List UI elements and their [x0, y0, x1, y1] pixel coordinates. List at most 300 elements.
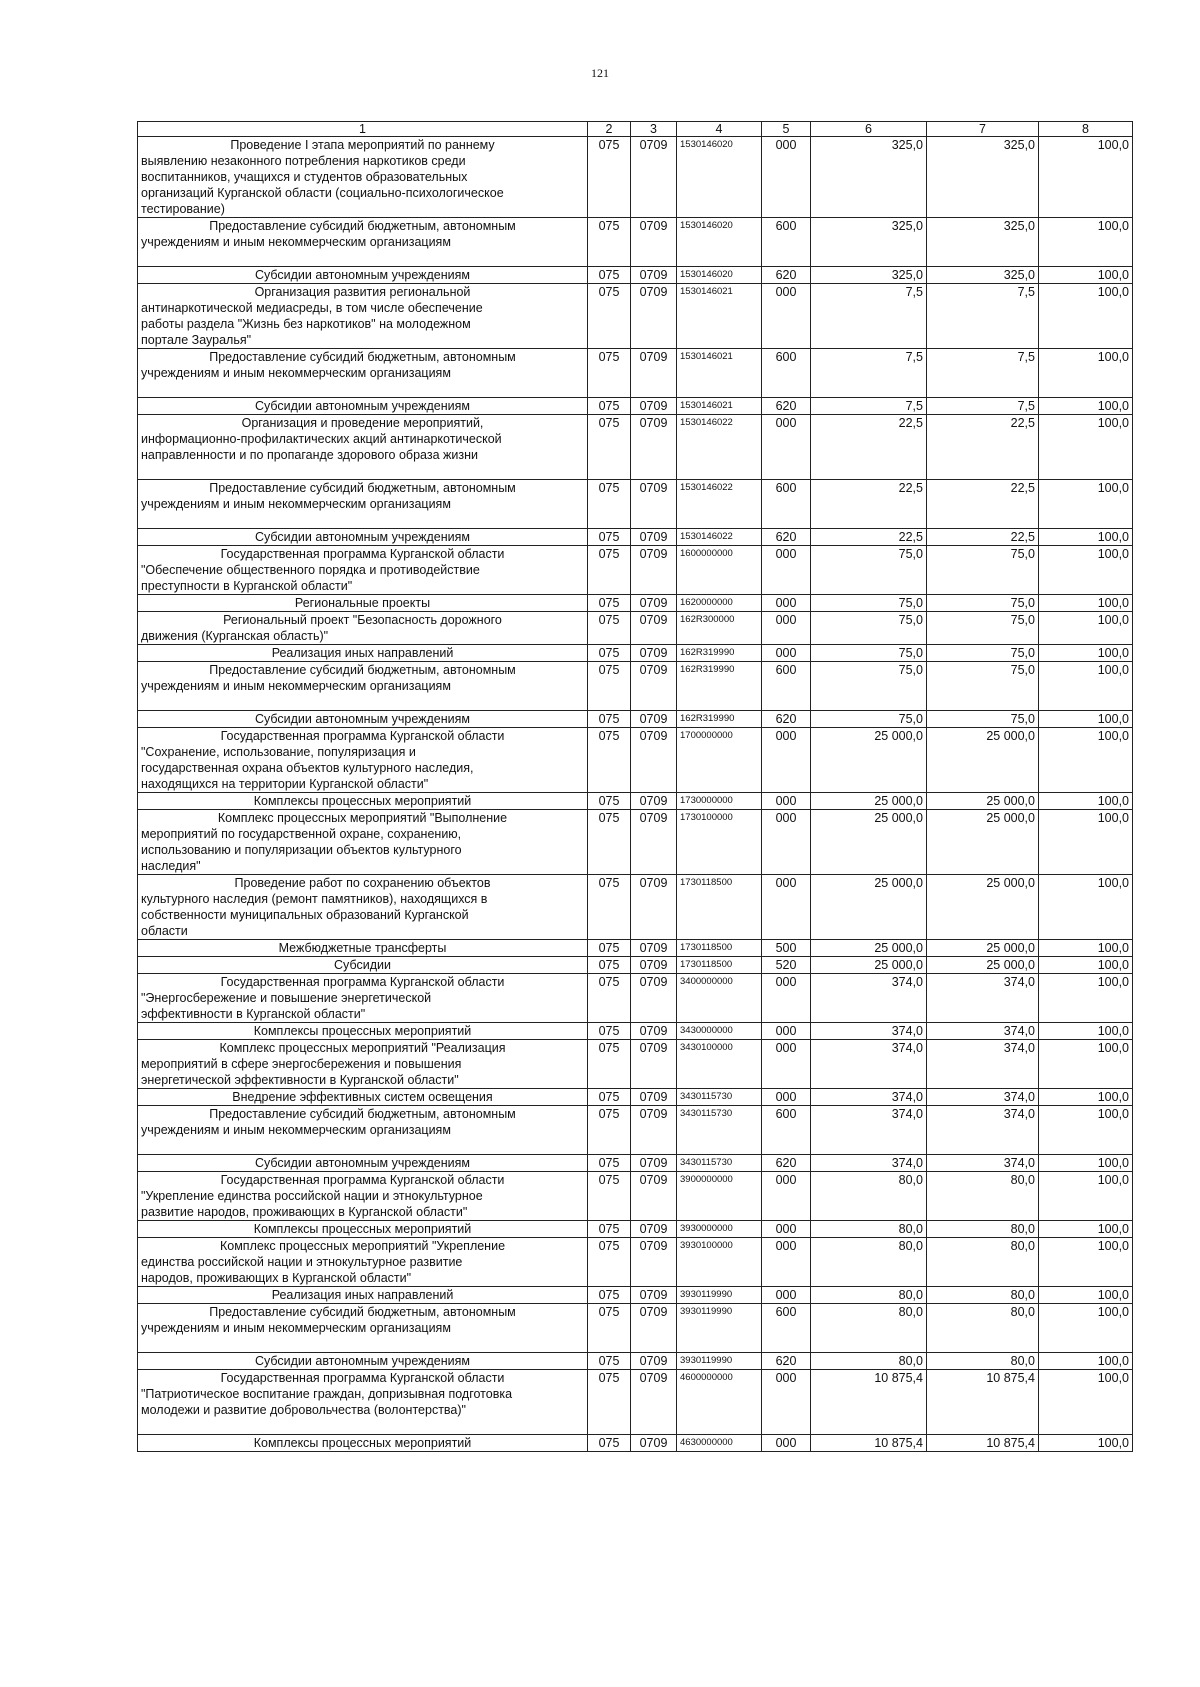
expense-type-code: 000 — [762, 1287, 811, 1304]
section-code: 0709 — [631, 612, 677, 645]
row-name-line: Проведение I этапа мероприятий по раннему — [230, 138, 495, 152]
row-name-line: Комплексы процессных мероприятий — [253, 1436, 472, 1450]
execution-percent: 100,0 — [1039, 1238, 1133, 1287]
expense-type-code: 000 — [762, 1023, 811, 1040]
target-article-code: 3930119990 — [677, 1287, 762, 1304]
row-name — [138, 662, 588, 711]
table-row — [138, 1304, 1133, 1353]
row-name — [138, 1370, 588, 1435]
row-name-line: Государственная программа Курганской области — [220, 975, 505, 989]
row-name-line: собственности муниципальных образований Курганской — [141, 908, 469, 922]
plan-amount: 374,0 — [811, 1089, 927, 1106]
row-name — [138, 974, 588, 1023]
execution-percent: 100,0 — [1039, 875, 1133, 940]
expense-type-code: 600 — [762, 1106, 811, 1155]
target-article-code: 1530146022 — [677, 480, 762, 529]
section-code: 0709 — [631, 1435, 677, 1452]
row-name-line: Предоставление субсидий бюджетным, автономным — [209, 219, 516, 233]
row-name-line: направленности и по пропаганде здорового образа жизни — [141, 448, 478, 462]
row-name-line: портале Зауралья" — [141, 333, 252, 347]
row-name — [138, 546, 588, 595]
execution-percent: 100,0 — [1039, 957, 1133, 974]
row-name — [138, 612, 588, 645]
row-name-line: работы раздела "Жизнь без наркотиков" на молодежном — [141, 317, 471, 331]
target-article-code: 3930100000 — [677, 1238, 762, 1287]
row-name-line: "Энергосбережение и повышение энергетической — [141, 991, 432, 1005]
grbs-code: 075 — [588, 1106, 631, 1155]
executed-amount: 325,0 — [927, 218, 1039, 267]
expense-type-code: 620 — [762, 1353, 811, 1370]
table-row — [138, 793, 1133, 810]
grbs-code: 075 — [588, 1287, 631, 1304]
plan-amount: 325,0 — [811, 218, 927, 267]
section-code: 0709 — [631, 1172, 677, 1221]
row-name — [138, 1172, 588, 1221]
grbs-code: 075 — [588, 1040, 631, 1089]
plan-amount: 22,5 — [811, 480, 927, 529]
table-row — [138, 480, 1133, 529]
table-row — [138, 1089, 1133, 1106]
section-code: 0709 — [631, 595, 677, 612]
table-row — [138, 349, 1133, 398]
row-name-line: Комплексы процессных мероприятий — [253, 1222, 472, 1236]
plan-amount: 374,0 — [811, 1040, 927, 1089]
grbs-code: 075 — [588, 1435, 631, 1452]
row-name-line: Организация и проведение мероприятий, — [241, 416, 484, 430]
grbs-code: 075 — [588, 1238, 631, 1287]
executed-amount: 22,5 — [927, 415, 1039, 480]
executed-amount: 374,0 — [927, 1040, 1039, 1089]
executed-amount: 325,0 — [927, 137, 1039, 218]
row-name-line: Государственная программа Курганской области — [220, 1173, 505, 1187]
table-row — [138, 1040, 1133, 1089]
row-name-line: развитие народов, проживающих в Курганской области" — [141, 1205, 468, 1219]
table-row — [138, 595, 1133, 612]
executed-amount: 7,5 — [927, 284, 1039, 349]
row-name-line: Субсидии автономным учреждениям — [254, 268, 471, 282]
table-row — [138, 875, 1133, 940]
executed-amount: 75,0 — [927, 645, 1039, 662]
target-article-code: 1530146022 — [677, 415, 762, 480]
target-article-code: 1530146020 — [677, 137, 762, 218]
row-name — [138, 415, 588, 480]
section-code: 0709 — [631, 529, 677, 546]
target-article-code: 1530146021 — [677, 284, 762, 349]
grbs-code: 075 — [588, 1089, 631, 1106]
execution-percent: 100,0 — [1039, 810, 1133, 875]
row-name — [138, 793, 588, 810]
expense-type-code: 000 — [762, 1089, 811, 1106]
target-article-code: 4600000000 — [677, 1370, 762, 1435]
plan-amount: 25 000,0 — [811, 940, 927, 957]
table-row — [138, 1435, 1133, 1452]
section-code: 0709 — [631, 711, 677, 728]
execution-percent: 100,0 — [1039, 940, 1133, 957]
target-article-code: 1730118500 — [677, 940, 762, 957]
section-code: 0709 — [631, 546, 677, 595]
execution-percent: 100,0 — [1039, 218, 1133, 267]
target-article-code: 3430115730 — [677, 1155, 762, 1172]
section-code: 0709 — [631, 1370, 677, 1435]
table-row — [138, 645, 1133, 662]
execution-percent: 100,0 — [1039, 711, 1133, 728]
executed-amount: 80,0 — [927, 1238, 1039, 1287]
row-name-line: "Сохранение, использование, популяризация и — [141, 745, 416, 759]
row-name-line: эффективности в Курганской области" — [141, 1007, 366, 1021]
grbs-code: 075 — [588, 875, 631, 940]
row-name — [138, 1106, 588, 1155]
executed-amount: 10 875,4 — [927, 1370, 1039, 1435]
expense-type-code: 000 — [762, 595, 811, 612]
grbs-code: 075 — [588, 957, 631, 974]
plan-amount: 75,0 — [811, 546, 927, 595]
plan-amount: 80,0 — [811, 1353, 927, 1370]
col-header-5: 5 — [762, 122, 811, 137]
row-name-line: Субсидии автономным учреждениям — [254, 399, 471, 413]
row-name-line — [141, 381, 584, 397]
target-article-code: 1730000000 — [677, 793, 762, 810]
table-row — [138, 218, 1133, 267]
row-name — [138, 711, 588, 728]
row-name-line: Государственная программа Курганской области — [220, 547, 505, 561]
plan-amount: 75,0 — [811, 612, 927, 645]
executed-amount: 374,0 — [927, 1106, 1039, 1155]
execution-percent: 100,0 — [1039, 662, 1133, 711]
row-name-line: Субсидии автономным учреждениям — [254, 712, 471, 726]
grbs-code: 075 — [588, 940, 631, 957]
row-name-line: Реализация иных направлений — [271, 1288, 454, 1302]
row-name-line: учреждениям и иным некоммерческим организациям — [141, 679, 451, 693]
expense-type-code: 000 — [762, 810, 811, 875]
target-article-code: 1530146021 — [677, 398, 762, 415]
execution-percent: 100,0 — [1039, 612, 1133, 645]
section-code: 0709 — [631, 480, 677, 529]
row-name-line: Субсидии — [334, 958, 391, 972]
table-row — [138, 940, 1133, 957]
table-row — [138, 137, 1133, 218]
plan-amount: 374,0 — [811, 1106, 927, 1155]
executed-amount: 75,0 — [927, 595, 1039, 612]
table-row — [138, 1221, 1133, 1238]
row-name-line: воспитанников, учащихся и студентов образовательных — [141, 170, 468, 184]
expense-type-code: 620 — [762, 1155, 811, 1172]
executed-amount: 25 000,0 — [927, 728, 1039, 793]
section-code: 0709 — [631, 875, 677, 940]
target-article-code: 162R300000 — [677, 612, 762, 645]
section-code: 0709 — [631, 137, 677, 218]
plan-amount: 75,0 — [811, 662, 927, 711]
col-header-2: 2 — [588, 122, 631, 137]
plan-amount: 25 000,0 — [811, 793, 927, 810]
target-article-code: 1620000000 — [677, 595, 762, 612]
row-name — [138, 1089, 588, 1106]
expense-type-code: 600 — [762, 480, 811, 529]
execution-percent: 100,0 — [1039, 1172, 1133, 1221]
executed-amount: 75,0 — [927, 711, 1039, 728]
target-article-code: 3430115730 — [677, 1089, 762, 1106]
section-code: 0709 — [631, 645, 677, 662]
target-article-code: 3930119990 — [677, 1353, 762, 1370]
plan-amount: 75,0 — [811, 645, 927, 662]
row-name — [138, 1287, 588, 1304]
plan-amount: 25 000,0 — [811, 875, 927, 940]
expense-type-code: 500 — [762, 940, 811, 957]
section-code: 0709 — [631, 1353, 677, 1370]
section-code: 0709 — [631, 1304, 677, 1353]
table-row — [138, 398, 1133, 415]
expense-type-code: 520 — [762, 957, 811, 974]
section-code: 0709 — [631, 1238, 677, 1287]
row-name-line: находящихся на территории Курганской области" — [141, 777, 429, 791]
row-name-line: Региональный проект "Безопасность дорожного — [223, 613, 502, 627]
table-row — [138, 957, 1133, 974]
row-name-line: Государственная программа Курганской области — [220, 729, 505, 743]
plan-amount: 25 000,0 — [811, 957, 927, 974]
target-article-code: 1700000000 — [677, 728, 762, 793]
row-name-line: энергетической эффективности в Курганской области" — [141, 1073, 459, 1087]
row-name-line: антинаркотической медиасреды, в том числе обеспечение — [141, 301, 483, 315]
table-row — [138, 612, 1133, 645]
grbs-code: 075 — [588, 349, 631, 398]
row-name — [138, 645, 588, 662]
row-name-line — [141, 694, 584, 710]
executed-amount: 22,5 — [927, 529, 1039, 546]
table-row — [138, 662, 1133, 711]
expense-type-code: 000 — [762, 1221, 811, 1238]
row-name-line: мероприятий по государственной охране, сохранению, — [141, 827, 462, 841]
col-header-8: 8 — [1039, 122, 1133, 137]
row-name-line: Предоставление субсидий бюджетным, автономным — [209, 1107, 516, 1121]
row-name — [138, 1353, 588, 1370]
target-article-code: 1600000000 — [677, 546, 762, 595]
row-name-line: Комплексы процессных мероприятий — [253, 794, 472, 808]
execution-percent: 100,0 — [1039, 529, 1133, 546]
row-name-line: молодежи и развитие добровольчества (волонтерства)" — [141, 1403, 466, 1417]
row-name-line: государственная охрана объектов культурного наследия, — [141, 761, 474, 775]
target-article-code: 162R319990 — [677, 662, 762, 711]
execution-percent: 100,0 — [1039, 398, 1133, 415]
executed-amount: 25 000,0 — [927, 875, 1039, 940]
execution-percent: 100,0 — [1039, 1221, 1133, 1238]
row-name-line: Предоставление субсидий бюджетным, автономным — [209, 350, 516, 364]
executed-amount: 374,0 — [927, 1155, 1039, 1172]
execution-percent: 100,0 — [1039, 1370, 1133, 1435]
table-row — [138, 711, 1133, 728]
expense-type-code: 000 — [762, 728, 811, 793]
table-row — [138, 415, 1133, 480]
target-article-code: 3400000000 — [677, 974, 762, 1023]
target-article-code: 3930000000 — [677, 1221, 762, 1238]
execution-percent: 100,0 — [1039, 1089, 1133, 1106]
row-name-line: культурного наследия (ремонт памятников), находящихся в — [141, 892, 488, 906]
grbs-code: 075 — [588, 728, 631, 793]
expense-type-code: 000 — [762, 645, 811, 662]
grbs-code: 075 — [588, 529, 631, 546]
plan-amount: 325,0 — [811, 137, 927, 218]
section-code: 0709 — [631, 728, 677, 793]
row-name — [138, 529, 588, 546]
execution-percent: 100,0 — [1039, 595, 1133, 612]
row-name-line: Комплексы процессных мероприятий — [253, 1024, 472, 1038]
expense-type-code: 620 — [762, 711, 811, 728]
row-name-line — [141, 463, 584, 479]
target-article-code: 3430000000 — [677, 1023, 762, 1040]
section-code: 0709 — [631, 1040, 677, 1089]
row-name-line: учреждениям и иным некоммерческим организациям — [141, 497, 451, 511]
plan-amount: 80,0 — [811, 1287, 927, 1304]
expense-type-code: 000 — [762, 612, 811, 645]
grbs-code: 075 — [588, 974, 631, 1023]
plan-amount: 75,0 — [811, 711, 927, 728]
plan-amount: 22,5 — [811, 415, 927, 480]
row-name-line: Предоставление субсидий бюджетным, автономным — [209, 1305, 516, 1319]
row-name-line: Субсидии автономным учреждениям — [254, 1354, 471, 1368]
section-code: 0709 — [631, 974, 677, 1023]
row-name-line — [141, 1138, 584, 1154]
column-number-row — [138, 122, 1133, 137]
target-article-code: 1530146021 — [677, 349, 762, 398]
grbs-code: 075 — [588, 267, 631, 284]
row-name — [138, 1023, 588, 1040]
row-name — [138, 218, 588, 267]
executed-amount: 10 875,4 — [927, 1435, 1039, 1452]
executed-amount: 7,5 — [927, 349, 1039, 398]
executed-amount: 25 000,0 — [927, 957, 1039, 974]
executed-amount: 25 000,0 — [927, 940, 1039, 957]
plan-amount: 374,0 — [811, 974, 927, 1023]
table-body — [138, 137, 1133, 1452]
table-row — [138, 546, 1133, 595]
grbs-code: 075 — [588, 284, 631, 349]
row-name-line — [141, 512, 584, 528]
row-name-line: движения (Курганская область)" — [141, 629, 329, 643]
page-number: 121 — [591, 66, 609, 80]
plan-amount: 10 875,4 — [811, 1370, 927, 1435]
executed-amount: 374,0 — [927, 1089, 1039, 1106]
row-name-line — [141, 1336, 584, 1352]
section-code: 0709 — [631, 218, 677, 267]
expense-type-code: 620 — [762, 267, 811, 284]
table-row — [138, 1370, 1133, 1435]
expense-type-code: 000 — [762, 793, 811, 810]
row-name — [138, 480, 588, 529]
row-name-line: учреждениям и иным некоммерческим организациям — [141, 1321, 451, 1335]
table-row — [138, 267, 1133, 284]
section-code: 0709 — [631, 267, 677, 284]
grbs-code: 075 — [588, 1370, 631, 1435]
expense-type-code: 600 — [762, 662, 811, 711]
table-row — [138, 1238, 1133, 1287]
section-code: 0709 — [631, 957, 677, 974]
expense-type-code: 000 — [762, 974, 811, 1023]
grbs-code: 075 — [588, 662, 631, 711]
table-row — [138, 728, 1133, 793]
executed-amount: 25 000,0 — [927, 793, 1039, 810]
expense-type-code: 600 — [762, 218, 811, 267]
table-row — [138, 1172, 1133, 1221]
expense-type-code: 620 — [762, 398, 811, 415]
target-article-code: 1530146020 — [677, 218, 762, 267]
plan-amount: 7,5 — [811, 398, 927, 415]
executed-amount: 75,0 — [927, 546, 1039, 595]
grbs-code: 075 — [588, 546, 631, 595]
grbs-code: 075 — [588, 137, 631, 218]
table-row — [138, 810, 1133, 875]
expense-type-code: 000 — [762, 137, 811, 218]
expense-type-code: 000 — [762, 1370, 811, 1435]
executed-amount: 22,5 — [927, 480, 1039, 529]
execution-percent: 100,0 — [1039, 728, 1133, 793]
plan-amount: 80,0 — [811, 1238, 927, 1287]
row-name-line: Предоставление субсидий бюджетным, автономным — [209, 481, 516, 495]
section-code: 0709 — [631, 1106, 677, 1155]
grbs-code: 075 — [588, 1304, 631, 1353]
grbs-code: 075 — [588, 415, 631, 480]
execution-percent: 100,0 — [1039, 1304, 1133, 1353]
section-code: 0709 — [631, 415, 677, 480]
table-row — [138, 1287, 1133, 1304]
plan-amount: 80,0 — [811, 1172, 927, 1221]
row-name-line: народов, проживающих в Курганской области" — [141, 1271, 412, 1285]
target-article-code: 4630000000 — [677, 1435, 762, 1452]
executed-amount: 80,0 — [927, 1304, 1039, 1353]
execution-percent: 100,0 — [1039, 349, 1133, 398]
expense-type-code: 000 — [762, 415, 811, 480]
section-code: 0709 — [631, 1287, 677, 1304]
executed-amount: 374,0 — [927, 974, 1039, 1023]
grbs-code: 075 — [588, 398, 631, 415]
execution-percent: 100,0 — [1039, 137, 1133, 218]
grbs-code: 075 — [588, 711, 631, 728]
row-name — [138, 728, 588, 793]
plan-amount: 22,5 — [811, 529, 927, 546]
row-name — [138, 1238, 588, 1287]
grbs-code: 075 — [588, 1023, 631, 1040]
row-name-line: "Патриотическое воспитание граждан, допризывная подготовка — [141, 1387, 513, 1401]
execution-percent: 100,0 — [1039, 415, 1133, 480]
row-name — [138, 398, 588, 415]
row-name-line — [141, 250, 584, 266]
executed-amount: 80,0 — [927, 1353, 1039, 1370]
table-row — [138, 1106, 1133, 1155]
row-name-line: Субсидии автономным учреждениям — [254, 530, 471, 544]
grbs-code: 075 — [588, 1155, 631, 1172]
execution-percent: 100,0 — [1039, 546, 1133, 595]
row-name-line: наследия" — [141, 859, 201, 873]
row-name-line: Субсидии автономным учреждениям — [254, 1156, 471, 1170]
execution-percent: 100,0 — [1039, 1106, 1133, 1155]
row-name-line: учреждениям и иным некоммерческим организациям — [141, 1123, 451, 1137]
col-header-1: 1 — [138, 122, 588, 137]
executed-amount: 80,0 — [927, 1287, 1039, 1304]
row-name-line: Предоставление субсидий бюджетным, автономным — [209, 663, 516, 677]
section-code: 0709 — [631, 1089, 677, 1106]
plan-amount: 25 000,0 — [811, 728, 927, 793]
row-name-line: информационно-профилактических акций антинаркотической — [141, 432, 502, 446]
row-name-line: использованию и популяризации объектов культурного — [141, 843, 462, 857]
table-row — [138, 1023, 1133, 1040]
row-name-line: Проведение работ по сохранению объектов — [234, 876, 491, 890]
section-code: 0709 — [631, 284, 677, 349]
target-article-code: 3430115730 — [677, 1106, 762, 1155]
row-name-line: выявлению незаконного потребления наркотиков среди — [141, 154, 466, 168]
target-article-code: 1730100000 — [677, 810, 762, 875]
executed-amount: 75,0 — [927, 612, 1039, 645]
section-code: 0709 — [631, 1221, 677, 1238]
target-article-code: 1530146022 — [677, 529, 762, 546]
execution-percent: 100,0 — [1039, 1435, 1133, 1452]
row-name — [138, 1155, 588, 1172]
